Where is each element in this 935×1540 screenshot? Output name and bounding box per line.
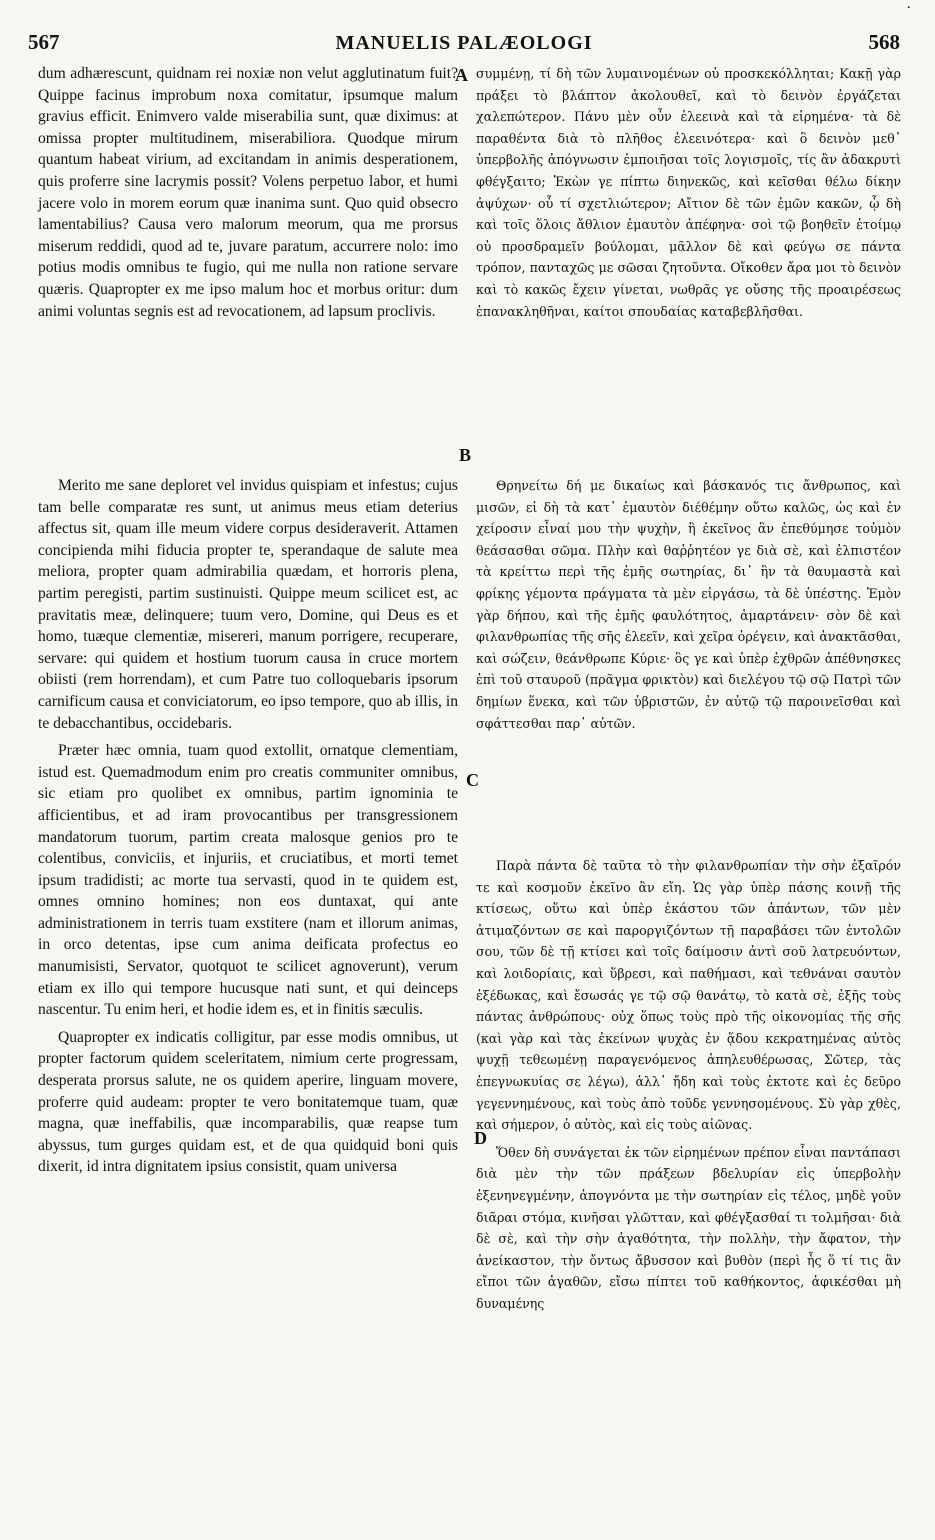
latin-paragraph-3: Præter hæc omnia, tuam quod extollit, ornatque clementiam, istud est. Quemadmodum enim pro creatis communiter omnibus, sic etiam pro quolibet ex omnibus, partim ignominia te afficientibus, et ad iram provocantibus per transgressionem mandatorum tuorum, partim creata malosque genios pro te colentibus, conviciis, et injuriis, et cruciatibus, et morti temet ipsum tradidisti; ac morte tua servasti, quod in te quidem est, omnes omnino homines; non eos duntaxat, qui ante administrationem in terris tuam exstitere (nam et illorum animas, in orco detentas, ipse cum anima deificata profectus eo manumisisti, Servator, quotquot te scilicet agnoverunt), verum etiam ex illo qui tempore hucusque nati sunt, et qui deinceps nascentur. Tu enim heri, et hodie idem es, et in finitis sæculis. — [38, 742, 458, 1019]
section-marker-a: A — [455, 65, 468, 85]
greek-paragraph-4: Ὅθεν δὴ συνάγεται ἐκ τῶν εἰρημένων πρέπον εἶναι παντάπασι διὰ μὲν τὴν τῶν πράξεων βδελυρίαν εἰς ὑπερβολὴν ἐξενηνεγμένην, ἀπογνόντα με τὴν σωτηρίαν εἰς τέλος, μηδὲ γοῦν διᾶραι στόμα, κινῆσαι γλῶτταν, καὶ φθέγξασθαί τι τολμῆσαι· διὰ δὲ σὲ, καὶ τὴν σὴν ἀγαθότητα, τὴν πολλὴν, τὴν ἄφατον, τὴν ἀνείκαστον, τὴν ὄντως ἄβυσσον καὶ βυθὸν (περὶ ἧς ὅ τί τις ἂν εἴποι τῶν ἀγαθῶν, εἴσω πίπτει τοῦ καθήκοντος, ἀφικέσθαι μὴ δυναμένης — [476, 1144, 901, 1311]
page-header — [28, 30, 900, 58]
greek-column-block-1 — [476, 63, 901, 322]
latin-paragraph-1: dum adhærescunt, quidnam rei noxiæ non velut agglutinatum fuit? Quippe facinus improbum noxa comitatur, ipsumque malum gravius efficit. Enimvero valde miserabilia sunt, quæ diximus: at omissa propter multitudinem, miserabiliora. Quodque mirum quantum habeat virium, ad excitandam in animis desperationem, quis proferre sine lacrymis possit? Volens perpetuo labor, et humi jacere volo in morem eorum quæ inanima sunt. Quo quid obsecro lamentabilius? Causa vero malorum meorum, qua me prorsus miserum reddidi, quod ad te, juvare paratum, accurrere nolo: imo potius modis omnibus te fugio, qui me nulla non ratione servare quæris. Quapropter ex me ipso malum hoc et morbus oritur: dum animi voluntas segnis est ad revocationem, ad lapsum proclivis. — [38, 65, 458, 320]
latin-paragraph-4: Quapropter ex indicatis colligitur, par esse modis omnibus, ut propter factorum quidem sceleritatem, nimium certe progressam, desperata prorsus salute, ne os quidem aperire, linguam movere, proferre quid audeam: propter te vero bonitatemque tuam, quæ magna, quæ ineffabilis, quæ incomparabilis, quæ reapse tum abyssus, tum gurges quidam est, et de qua quidquid boni quis dixerit, id intra dignitatem ipsius consistit, quam universa — [38, 1028, 458, 1176]
running-title: MANUELIS PALÆOLOGI — [335, 32, 593, 54]
section-marker-c: C — [466, 770, 479, 790]
greek-paragraph-1: συμμένῃ, τί δὴ τῶν λυμαινομένων οὐ προσκεκόλληται; Κακῇ γὰρ πράξει τὸ βλάπτον ἀκολουθεῖ, καὶ τὸ δεινὸν ἐργάζεται χαλεπώτερον. Πάνυ μὲν οὖν ἐλεεινὰ καὶ τὰ εἰρημένα· τὰ δὲ παραθέντα διὰ τὸ πλῆθος ἐλεεινότερα· καὶ ὃ δεινὸν μεθ᾽ ὑπερβολῆς ἀπόγνωσιν ἐμποιῆσαι τοῖς λογισμοῖς, τίς ἂν ἀδακρυτὶ φθέγξαιτο; Ἑκὼν γε πίπτω διηνεκῶς, καὶ κεῖσθαι θέλω δίκην ἀψύχων· οὗ τί σχετλιώτερον; Αἴτιον δὲ τῶν ἐμῶν κακῶν, ᾧ δὴ καὶ τοῖς ὅλοις ἄθλιον ἐμαυτὸν ἀπέφηνα· σοὶ τῷ βοηθεῖν ἑτοίμῳ οὐ προσδραμεῖν βούλομαι, μᾶλλον δὲ καὶ φεύγω σε πάντα τρόπον, πανταχῶς με σῶσαι ζητοῦντα. Οἴκοθεν ἄρα μοι τὸ δεινὸν καὶ τὸ κακῶς ἔχειν γίνεται, νωθρᾶς γε οὔσης τῆς προαιρέσεως ἐπανακληθῆναι, καίτοι σπουδαίας καταβεβλῆσθαι. — [476, 66, 901, 319]
greek-paragraph-3: Παρὰ πάντα δὲ ταῦτα τὸ τὴν φιλανθρωπίαν τὴν σὴν ἐξαῖρόν τε καὶ κοσμοῦν ἐκεῖνο ἂν εἴη. Ὡς γὰρ ὑπὲρ πάσης κοινῇ τῆς κτίσεως, οὕτω καὶ ὑπὲρ ἑκάστου τῶν ἁπάντων, τῶν μὲν ἀτιμαζόντων σε καὶ παροργιζόντων τῇ παραβάσει τῶν ἐντολῶν σου, τῶν δὲ τῇ κτίσει καὶ τοῖς δαίμοσιν ἀντὶ σοῦ λατρευόντων, καὶ λοιδορίαις, καὶ ὕβρεσι, καὶ παθήμασι, καὶ τεθνάναι σαυτὸν ἐξέδωκας, καὶ ἔσωσάς γε τῷ σῷ θανάτῳ, τὸ κατὰ σὲ, ἐξῆς τοὺς πάντας ἀνθρώπους· οὐχ ὅπως τοὺς πρὸ τῆς οἰκονομίας τῆς σῆς (καὶ γὰρ καὶ τὰς ἐκείνων ψυχὰς ἐν ᾅδου κεκρατημένας αὐτὸς ψυχῇ τεθεωμένῃ παραγενόμενος ἀπηλευθέρωσας, Σῶτερ, τὰς ἐπεγνωκυίας σε λέγω), ἀλλ᾽ ἤδη καὶ τοὺς ἐκτοτε καὶ ἐς δεῦρο γεγεννημένους, καὶ τοὺς ἀπὸ τοῦδε γεννησομένους. Σὺ γὰρ χθὲς, καὶ σήμερον, ὁ αὐτὸς, καὶ εἰς τοὺς αἰῶνας. — [476, 858, 901, 1133]
greek-column-block-3 — [476, 855, 901, 1314]
page-number-right: 568 — [868, 30, 900, 54]
section-marker-d: D — [474, 1128, 487, 1148]
latin-paragraph-2: Merito me sane deploret vel invidus quispiam et infestus; cujus tam belle comparatæ res sunt, ut animus meus etiam deterius affectus sit, quam ille meum videre corpus desideraverit. Attamen concipienda mihi fiducia propter te, sperandaque de salute mea meliora, propter quam admirabilia quædam, et horroris plena, partim peregisti, partim sustinuisti. Quippe meum scilicet est, ac pravitatis meæ, delinquere; tuum vero, Domine, qui Deus es et homo, tuæque clementiæ, misereri, manum porrigere, recuperare, servare: qui quidem et hostium tuorum causa in cruce mortem obiisti (rem horrendam), et cum Patre tuo colloquebaris ipsorum carnificum causa et conviciatorum, eo ipso tempore, quo ab illis, in te debacchantibus, occidebaris. — [38, 477, 458, 732]
top-edge-mark: · — [906, 0, 911, 16]
section-marker-b: B — [459, 445, 472, 465]
page-number-left: 567 — [28, 30, 60, 54]
latin-column-block-2 — [38, 475, 458, 1178]
greek-paragraph-2: Θρηνείτω δή με δικαίως καὶ βάσκανός τις ἄνθρωπος, καὶ μισῶν, εἰ δὴ τὰ κατ᾽ ἐμαυτὸν διέθέμην οὕτω καλῶς, ὡς καὶ ἐν χείροσιν εἶναί μου τὴν ψυχὴν, ἢ ἐκεῖνος ἂν ἐπεθύμησε τοὐμὸν θεάσασθαι σῶμα. Πλὴν καὶ θαῤῥητέον γε διὰ σὲ, καὶ ἐλπιστέον τὰ κρείττω περὶ τῆς ἐμῆς σωτηρίας, δι᾽ ἣν τὰ θαυμαστὰ καὶ φρίκης γέμοντα πράγματα τὰ μὲν εἰργάσω, τὰ δὲ ὑπέστης. Ἐμὸν γὰρ δήπου, καὶ τῆς ἐμῆς φαυλότητος, ἁμαρτάνειν· σὸν δὲ καὶ φιλανθρωπίας τῆς σῆς ἐλεεῖν, καὶ χεῖρα ὀρέγειν, καὶ ἀνακτᾶσθαι, καὶ σώζειν, θεάνθρωπε Κύριε· ὃς γε καὶ ὑπὲρ ἐχθρῶν ἀπέθνησκες ἐπὶ τοῦ σταυροῦ (πρᾶγμα φρικτὸν) καὶ διελέγου τῷ σῷ Πατρὶ τῶν δημίων ἕνεκα, καὶ τῶν ὑβριστῶν, ἐν αὐτῷ τῷ παροινεῖσθαι καὶ σφάττεσθαι παρ᾽ αὐτῶν. — [476, 478, 901, 731]
greek-column-block-2 — [476, 475, 901, 734]
latin-column-block-1 — [38, 63, 458, 322]
